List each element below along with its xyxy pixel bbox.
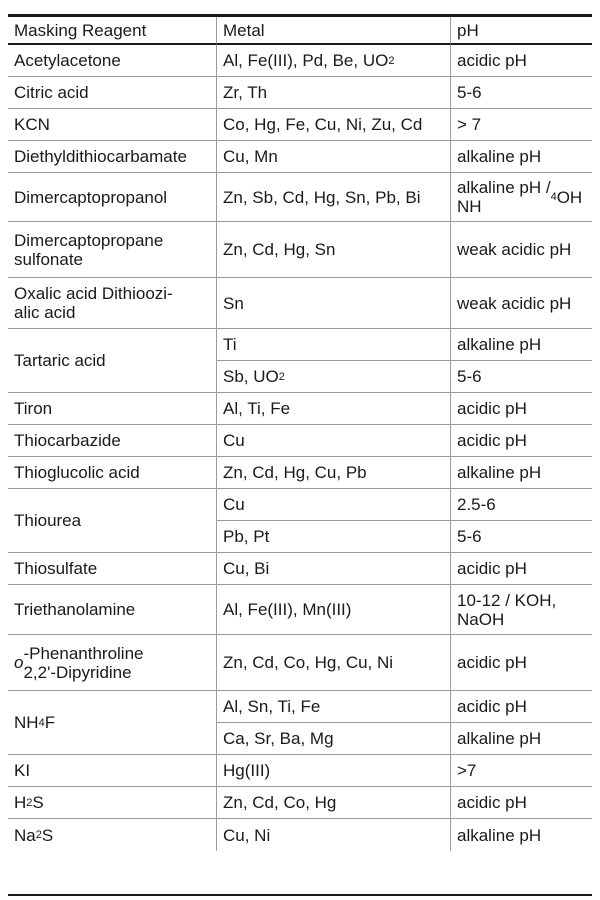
reagent-cell: Tartaric acid <box>8 329 216 393</box>
metal-cell: Sb, UO 2 <box>216 361 450 393</box>
reagent-cell: Citric acid <box>8 77 216 109</box>
metal-cell: Cu, Mn <box>216 141 450 173</box>
reagent-cell: Acetylacetone <box>8 45 216 77</box>
ph-cell: weak acidic pH <box>450 222 592 278</box>
metal-cell: Cu <box>216 489 450 521</box>
metal-cell: Al, Fe(III), Mn(III) <box>216 585 450 635</box>
ph-cell: acidic pH <box>450 393 592 425</box>
reagent-cell: H 2 S <box>8 787 216 819</box>
metal-cell: Zn, Sb, Cd, Hg, Sn, Pb, Bi <box>216 173 450 222</box>
ph-cell: acidic pH <box>450 787 592 819</box>
ph-cell: alkaline pH <box>450 457 592 489</box>
ph-cell: 2.5-6 <box>450 489 592 521</box>
reagent-cell: Diethyldithiocarbamate <box>8 141 216 173</box>
metal-cell: Zn, Cd, Co, Hg <box>216 787 450 819</box>
ph-cell: alkaline pH <box>450 723 592 755</box>
reagent-cell: Oxalic acid Dithioozi- alic acid <box>8 278 216 329</box>
ph-cell: acidic pH <box>450 45 592 77</box>
reagent-cell: NH 4 F <box>8 691 216 755</box>
ph-cell: acidic pH <box>450 553 592 585</box>
reagent-cell: KCN <box>8 109 216 141</box>
reagent-cell: Thiourea <box>8 489 216 553</box>
document-page <box>8 0 592 900</box>
ph-cell: acidic pH <box>450 425 592 457</box>
metal-cell: Cu, Ni <box>216 819 450 851</box>
reagent-cell: Triethanolamine <box>8 585 216 635</box>
metal-cell: Al, Sn, Ti, Fe <box>216 691 450 723</box>
ph-cell: alkaline pH <box>450 141 592 173</box>
metal-cell: Ca, Sr, Ba, Mg <box>216 723 450 755</box>
metal-cell: Cu <box>216 425 450 457</box>
metal-cell: Co, Hg, Fe, Cu, Ni, Zu, Cd <box>216 109 450 141</box>
ph-cell: 5-6 <box>450 361 592 393</box>
ph-cell: 10-12 / KOH, NaOH <box>450 585 592 635</box>
reagent-cell: Thiosulfate <box>8 553 216 585</box>
metal-cell: Sn <box>216 278 450 329</box>
ph-cell: 5-6 <box>450 77 592 109</box>
reagent-cell: Thioglucolic acid <box>8 457 216 489</box>
ph-cell: > 7 <box>450 109 592 141</box>
reagent-cell: o -Phenanthroline 2,2'-Dipyridine <box>8 635 216 691</box>
metal-cell: Zn, Cd, Co, Hg, Cu, Ni <box>216 635 450 691</box>
ph-cell: >7 <box>450 755 592 787</box>
ph-cell: acidic pH <box>450 691 592 723</box>
reagent-cell: Na 2 S <box>14 825 54 845</box>
bottom-rule <box>8 894 592 896</box>
ph-cell: alkaline pH <box>450 329 592 361</box>
ph-cell: alkaline pH / NH 4 OH <box>450 173 592 222</box>
metal-cell: Ti <box>216 329 450 361</box>
metal-cell: Al, Ti, Fe <box>216 393 450 425</box>
metal-cell: Zn, Cd, Hg, Sn <box>216 222 450 278</box>
reagent-cell: KI <box>8 755 216 787</box>
ph-cell: weak acidic pH <box>450 278 592 329</box>
reagent-cell: Dimercaptopropanol <box>8 173 216 222</box>
header-metal: Metal <box>216 17 450 45</box>
metal-cell: Zn, Cd, Hg, Cu, Pb <box>216 457 450 489</box>
metal-cell: Hg(III) <box>216 755 450 787</box>
metal-cell: Al, Fe(III), Pd, Be, UO 2 <box>216 45 450 77</box>
masking-reagent-table <box>8 17 592 851</box>
header-ph: pH <box>450 17 592 45</box>
ph-cell: 5-6 <box>450 521 592 553</box>
ph-cell: acidic pH <box>450 635 592 691</box>
reagent-cell: Thiocarbazide <box>8 425 216 457</box>
reagent-cell: Dimercaptopropane sulfonate <box>8 222 216 278</box>
metal-cell: Zr, Th <box>216 77 450 109</box>
header-masking-reagent: Masking Reagent <box>8 17 216 45</box>
metal-cell: Pb, Pt <box>216 521 450 553</box>
reagent-cell: Tiron <box>8 393 216 425</box>
ph-cell: alkaline pH <box>450 819 592 851</box>
metal-cell: Cu, Bi <box>216 553 450 585</box>
